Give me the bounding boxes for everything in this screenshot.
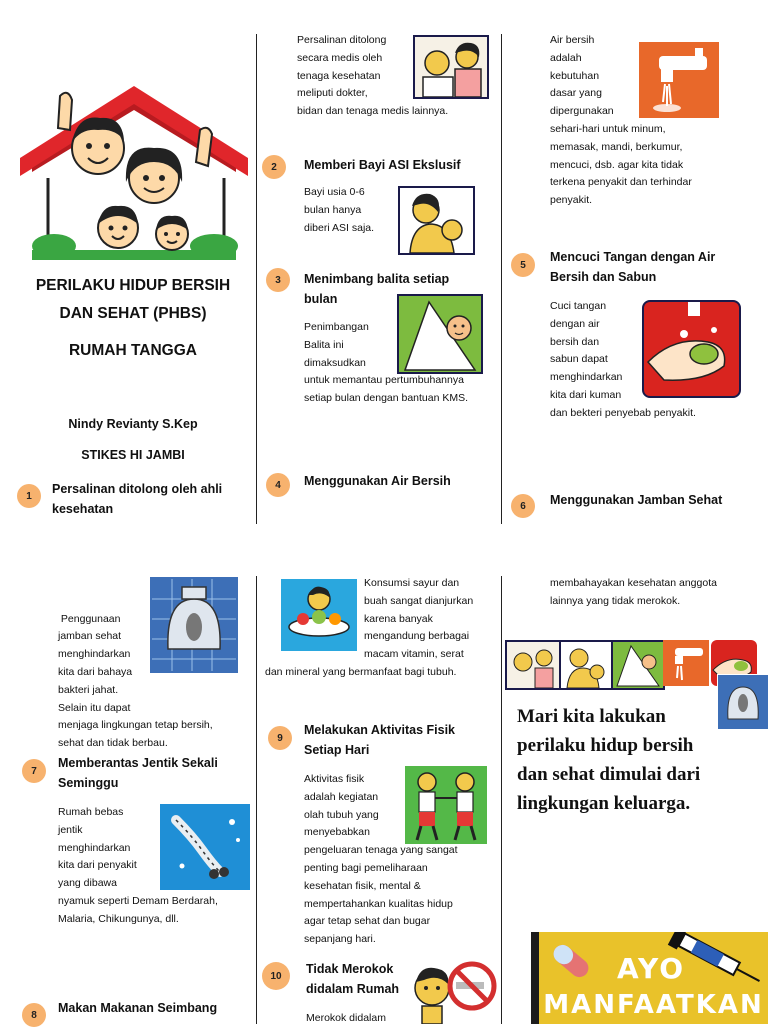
item-9-text: Aktivitas fisik adalah kegiatan olah tubuh yang menyebabkan pengeluaran tenaga yang sangat penting bagi pemeliharaan kesehatan fisik, mental & mempertahankan kualitas hidup agar tetap sehat dan bugar sepanjang hari. [304, 773, 458, 946]
cover-title-line1: PERILAKU HIDUP BERSIH [35, 277, 231, 294]
item-title: Makan Makanan Seimbang [58, 1001, 218, 1015]
item-title: Menggunakan Jamban Sehat [550, 493, 723, 507]
item-title: Tidak Merokok didalam Rumah [306, 962, 400, 996]
item-number-badge: 9 [268, 726, 292, 750]
water-tap-icon [637, 40, 721, 120]
divider-top-2 [501, 34, 502, 524]
baby-scale-icon [397, 294, 483, 374]
closing-text-above: membahayakan kesehatan anggota lainnya yang tidak merokok. [550, 577, 717, 607]
divider-bottom-2 [501, 576, 502, 1024]
divider-top-1 [256, 34, 257, 524]
midwife-icon [413, 35, 489, 99]
divider-bottom-1 [256, 576, 257, 1024]
item-6-text: Penggunaan jamban sehat menghindarkan kita dari bahaya bakteri jahat. Selain itu dapat menjaga lingkungan tetap bersih, sehat dan tidak berbau. [58, 612, 213, 750]
larva-icon [160, 804, 250, 890]
item-10-text: Merokok didalam [306, 1012, 386, 1024]
family-house-icon [18, 78, 250, 260]
toilet-icon [717, 674, 768, 730]
item-number-badge: 1 [17, 484, 41, 508]
water-tap-icon [663, 640, 709, 686]
item-number-badge: 7 [22, 759, 46, 783]
closing-slogan: Mari kita lakukan perilaku hidup bersih dan sehat dimulai dari lingkungan keluarga. [517, 706, 701, 814]
item-7-text: Rumah bebas jentik menghindarkan kita dari penyakit yang dibawa nyamuk seperti Demam Berdarah, Malaria, Chikungunya, dll. [58, 806, 218, 925]
cover-author: Nindy Revianty S.Kep [68, 417, 198, 431]
midwife-icon [505, 640, 561, 690]
item-3-text: Penimbangan Balita ini dimaksudkan untuk memantau pertumbuhannya setiap bulan dengan bantuan KMS. [304, 321, 469, 405]
item-8-text: Konsumsi sayur dan buah sangat dianjurkan karena banyak mengandung berbagai macam vitamin, serat dan mineral yang bermanfaat bagi tubuh. [265, 577, 474, 678]
item-title: Melakukan Aktivitas Fisik Setiap Hari [304, 723, 455, 757]
item-number-badge: 2 [262, 155, 286, 179]
poster-line1: AYO [616, 952, 686, 985]
poster-line2: MANFAATKAN [543, 990, 764, 1020]
cover-title-line2: DAN SEHAT (PHBS) [59, 305, 207, 322]
no-smoking-icon [412, 958, 498, 1024]
item-4-text: Air bersih adalah kebutuhan dasar yang dipergunakan sehari-hari untuk minum, memasak, mandi, berkumur, mencuci, dsb. agar kita tidak terkena penyakit dan terhindar penyakit. [550, 34, 692, 207]
item-number-badge: 5 [511, 253, 535, 277]
handwash-icon [642, 300, 741, 398]
breastfeeding-icon [559, 640, 613, 690]
toilet-icon [150, 577, 238, 673]
item-title: Memberantas Jentik Sekali Seminggu [58, 756, 218, 790]
breastfeeding-icon [398, 186, 475, 255]
item-number-badge: 8 [22, 1003, 46, 1027]
exercise-icon [405, 766, 487, 844]
cover-institution: STIKES HI JAMBI [81, 448, 185, 462]
item-2-text: Bayi usia 0-6 bulan hanya diberi ASI saja. [304, 186, 375, 234]
cover-title-line3: RUMAH TANGGA [68, 342, 197, 359]
item-number-badge: 10 [262, 962, 290, 990]
item-title: Menimbang balita setiap bulan [304, 272, 450, 306]
item-5-text: Cuci tangan dengan air bersih dan sabun dapat menghindarkan kita dari kuman dan bekteri penyebab penyakit. [550, 300, 696, 419]
item-number-badge: 4 [266, 473, 290, 497]
item-number-badge: 3 [266, 268, 290, 292]
item-title: Persalinan ditolong oleh ahli kesehatan [52, 482, 223, 516]
item-title: Menggunakan Air Bersih [304, 474, 451, 488]
item-1-text: Persalinan ditolong secara medis oleh tenaga kesehatan meliputi dokter, bidan dan tenaga medis lainnya. [297, 34, 449, 118]
baby-scale-icon [611, 640, 665, 690]
poster-image [531, 932, 768, 1024]
item-title: Mencuci Tangan dengan Air Bersih dan Sabun [550, 250, 716, 284]
item-title: Memberi Bayi ASI Ekslusif [304, 158, 461, 172]
item-number-badge: 6 [511, 494, 535, 518]
